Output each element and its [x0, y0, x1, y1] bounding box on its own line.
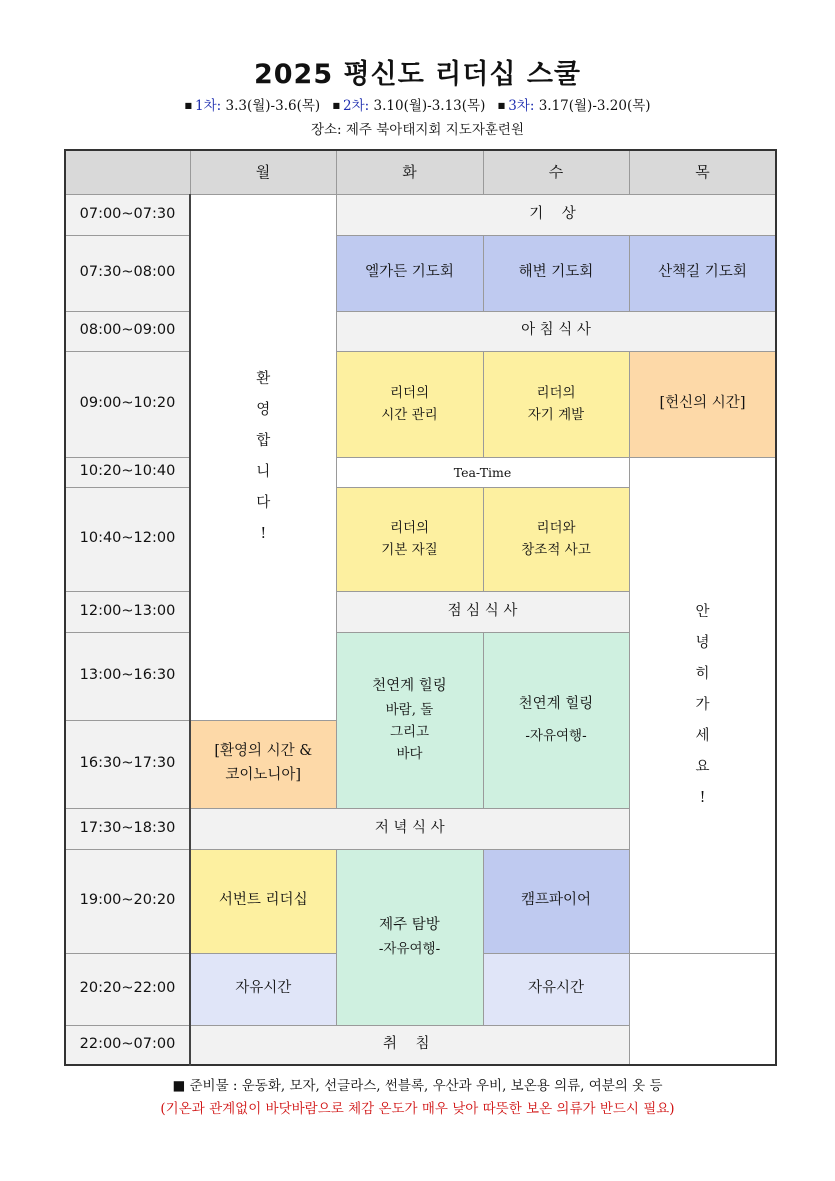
- tea-time-cell: Tea-Time: [336, 457, 629, 487]
- time-management-cell: [336, 351, 483, 457]
- cell-line: 바람, 돌: [385, 701, 434, 718]
- basic-qualities-cell: [336, 487, 483, 591]
- cell-line: -자유여행-: [378, 940, 441, 957]
- farewell-char: 가: [695, 696, 710, 713]
- welcome-koinonia-cell: [190, 720, 336, 808]
- nature-healing-wed-cell: [483, 632, 629, 808]
- lunch-cell: 점 심 식 사: [336, 591, 629, 632]
- cell-line: 천연계 힐링: [518, 695, 594, 712]
- day-header-mon: 월: [190, 150, 336, 194]
- cell-line: 창조적 사고: [521, 542, 591, 558]
- table-row: [65, 351, 776, 457]
- session-1: [184, 98, 320, 114]
- sleep-cell: 취 침: [190, 1025, 629, 1065]
- cell-line: 리더와: [536, 519, 576, 536]
- bullet-square-icon: ■: [184, 101, 193, 110]
- nature-healing-tue-cell: [336, 632, 483, 808]
- session-dates-text: 3.10(월)-3.13(목): [373, 98, 486, 114]
- session-label: 3차:: [508, 98, 535, 114]
- cell-line: 바다: [396, 746, 423, 763]
- farewell-message: [629, 457, 776, 953]
- prayer-wed-cell: 해변 기도회: [483, 235, 629, 311]
- session-dates: [0, 94, 835, 114]
- day-header-wed: 수: [483, 150, 629, 194]
- session-label: 2차:: [343, 98, 370, 114]
- day-header-tue: 화: [336, 150, 483, 194]
- session-3: [498, 98, 651, 114]
- cell-line: 리더의: [389, 519, 430, 536]
- time-cell: 07:00~07:30: [65, 194, 190, 235]
- cell-line: 리더의: [536, 384, 576, 401]
- farewell-char: 녕: [695, 634, 710, 651]
- page-title: 2025 평신도 리더십 스쿨: [253, 59, 581, 90]
- time-cell: 16:30~17:30: [65, 720, 190, 808]
- farewell-char: 요: [695, 758, 710, 775]
- corner-cell: [65, 150, 190, 194]
- table-row: [65, 1025, 776, 1065]
- prayer-tue-cell: 엘가든 기도회: [336, 235, 483, 311]
- venue: 장소: 제주 북아태지회 지도자훈련원: [310, 122, 525, 138]
- header-row: [65, 150, 776, 194]
- time-cell: 10:40~12:00: [65, 487, 190, 591]
- farewell-char: 세: [695, 727, 710, 744]
- servant-leadership-cell: 서번트 리더십: [190, 849, 336, 953]
- welcome-char: 영: [256, 402, 271, 418]
- time-cell: 19:00~20:20: [65, 849, 190, 953]
- session-dates-text: 3.17(월)-3.20(목): [538, 98, 651, 114]
- cell-line: 기본 자질: [381, 542, 438, 558]
- free-time-wed-cell: 자유시간: [483, 953, 629, 1025]
- time-cell: 10:20~10:40: [65, 457, 190, 487]
- welcome-char: !: [260, 526, 267, 542]
- bullet-square-icon: ■: [332, 101, 341, 110]
- welcome-char: 합: [256, 433, 271, 449]
- time-cell: 13:00~16:30: [65, 632, 190, 720]
- campfire-cell: 캠프파이어: [483, 849, 629, 953]
- free-time-mon-cell: 자유시간: [190, 953, 336, 1025]
- devotion-cell: [헌신의 시간]: [629, 351, 776, 457]
- time-cell: 12:00~13:00: [65, 591, 190, 632]
- welcome-char: 환: [256, 371, 271, 387]
- supplies-note: ■ 준비물 : 운동화, 모자, 선글라스, 썬블록, 우산과 우비, 보온용 의류, 여분의 옷 등: [172, 1078, 663, 1094]
- farewell-char: !: [699, 789, 706, 806]
- welcome-char: 다: [256, 495, 271, 511]
- time-cell: 20:20~22:00: [65, 953, 190, 1025]
- session-label: 1차:: [195, 98, 222, 114]
- wakeup-cell: 기 상: [336, 194, 776, 235]
- breakfast-cell: 아 침 식 사: [336, 311, 776, 351]
- jeju-tour-cell: [336, 849, 483, 1025]
- bullet-square-icon: ■: [497, 101, 506, 110]
- cell-line: 시간 관리: [381, 407, 438, 423]
- farewell-char: 안: [695, 603, 710, 620]
- welcome-message: [190, 194, 336, 720]
- day-header-thu: 목: [629, 150, 776, 194]
- cell-line: -자유여행-: [525, 727, 587, 744]
- table-row: [65, 457, 776, 487]
- cell-line: [환영의 시간 &: [214, 743, 313, 760]
- creative-thinking-cell: [483, 487, 629, 591]
- table-row: [65, 311, 776, 351]
- time-cell: 09:00~10:20: [65, 351, 190, 457]
- cell-line: 코이노니아]: [225, 767, 302, 783]
- session-dates-text: 3.3(월)-3.6(목): [225, 98, 321, 114]
- prayer-thu-cell: 산책길 기도회: [629, 235, 776, 311]
- warning-note: (기온과 관계없이 바닷바람으로 체감 온도가 매우 낮아 따뜻한 보온 의류가 반드시 필요): [160, 1101, 675, 1117]
- time-cell: 22:00~07:00: [65, 1025, 190, 1065]
- welcome-char: 니: [256, 464, 271, 480]
- self-development-cell: [483, 351, 629, 457]
- cell-line: 그리고: [389, 723, 430, 740]
- cell-line: 리더의: [389, 384, 430, 401]
- time-cell: 17:30~18:30: [65, 808, 190, 849]
- schedule-table: [64, 149, 777, 1066]
- time-cell: 07:30~08:00: [65, 235, 190, 311]
- cell-line: 자기 계발: [527, 407, 585, 423]
- dinner-cell: 저 녁 식 사: [190, 808, 629, 849]
- farewell-char: 히: [695, 665, 710, 682]
- table-row: [65, 235, 776, 311]
- cell-line: 천연계 힐링: [372, 677, 447, 694]
- table-row: [65, 194, 776, 235]
- cell-line: 제주 탐방: [379, 916, 440, 933]
- session-2: [332, 98, 485, 114]
- time-cell: 08:00~09:00: [65, 311, 190, 351]
